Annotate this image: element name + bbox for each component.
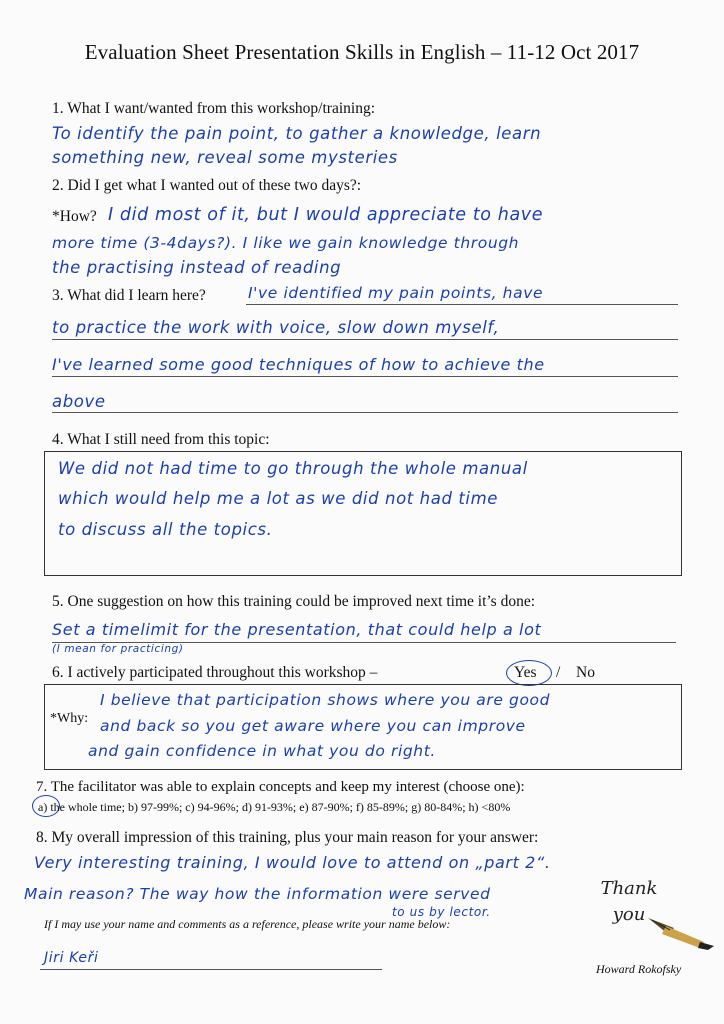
answer-2-line-2: more time (3-4days?). I like we gain knowledge through [52,234,520,252]
answer-3-line-4: above [52,392,106,411]
answer-3-line-3: I've learned some good techniques of how to achieve the [52,355,545,374]
fountain-pen-icon [646,912,716,952]
answer-1-line-2: something new, reveal some mysteries [52,148,398,167]
answer-5-note: (I mean for practicing) [52,643,184,655]
answer-3-rule-3 [52,376,678,377]
answer-4-line-1: We did not had time to go through the whole manual [58,459,528,478]
question-1-label: 1. What I want/wanted from this workshop/training: [52,100,376,117]
reference-note: If I may use your name and comments as a reference, please write your name below: [44,917,451,931]
why-label: *Why: [50,711,89,726]
question-4-label: 4. What I still need from this topic: [52,431,270,448]
answer-2-line-1: I did most of it, but I would appreciate to have [108,205,544,225]
how-label: *How? [52,208,97,225]
answer-5-line-1: Set a timelimit for the presentation, that could help a lot [52,620,542,639]
option-separator: / [556,664,561,681]
answer-6-line-3: and gain confidence in what you do right. [88,742,436,760]
thank-you-signature: Thank you [600,878,658,925]
question-7-options: a) the whole time; b) 97-99%; c) 94-96%; d) 91-93%; e) 87-90%; f) 85-89%; g) 80-84%; h) <80% [38,800,511,814]
option-yes: Yes [514,664,537,681]
answer-2-line-3: the practising instead of reading [52,258,342,277]
answer-8-line-3: to us by lector. [392,905,491,919]
name-entry: Jiri Keři [44,950,99,966]
question-3-label: 3. What did I learn here? [52,287,206,304]
answer-6-line-2: and back so you get aware where you can improve [100,717,526,735]
sheet-title: Evaluation Sheet Presentation Skills in English – 11-12 Oct 2017 [84,40,640,64]
answer-4-line-2: which would help me a lot as we did not had time [58,489,499,508]
answer-8-line-2: Main reason? The way how the information were served [24,885,491,903]
question-8-label: 8. My overall impression of this training, plus your main reason for your answer: [36,829,539,846]
answer-3-rule-1 [246,304,678,305]
answer-1-line-1: To identify the pain point, to gather a knowledge, learn [52,124,542,143]
name-line [40,969,382,970]
answer-6-line-1: I believe that participation shows where you are good [100,691,551,709]
answer-3-line-2: to practice the work with voice, slow down myself, [52,318,500,337]
answer-3-line-1: I've identified my pain points, have [248,284,544,302]
answer-8-line-1: Very interesting training, I would love to attend on „part 2“. [34,853,551,872]
question-2-label: 2. Did I get what I wanted out of these two days?: [52,177,362,194]
answer-3-rule-2 [52,339,678,340]
answer-3-rule-4 [52,412,678,413]
question-6-label: 6. I actively participated throughout this workshop – [52,664,378,681]
option-no: No [576,664,595,681]
author-name: Howard Rokofsky [596,962,682,976]
answer-4-line-3: to discuss all the topics. [58,520,273,539]
question-5-label: 5. One suggestion on how this training could be improved next time it’s done: [52,593,536,610]
question-7-label: 7. The facilitator was able to explain concepts and keep my interest (choose one): [36,779,525,795]
